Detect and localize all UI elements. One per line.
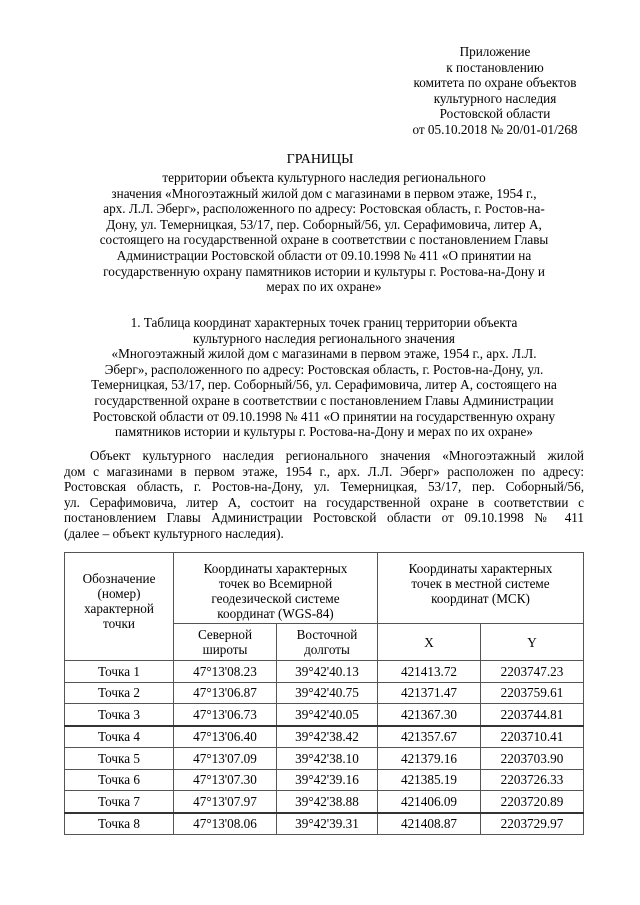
row-east-longitude: 39°42'38.10 (277, 748, 378, 770)
subheader-line: широты (202, 642, 248, 657)
section-line: «Многоэтажный жилой дом с магазинами в первом этаже, 1954 г., арх. Л.Л. (111, 346, 537, 362)
table-row (65, 661, 584, 683)
row-x: 421357.67 (378, 726, 481, 748)
document-title: ГРАНИЦЫ (286, 152, 354, 167)
subtitle-line: значения «Многоэтажный жилой дом с магазинами в первом этаже, 1954 г., (111, 185, 537, 201)
row-x: 421379.16 (378, 748, 481, 770)
paragraph-line: Ростовская область, г. Ростов-на-Дону, ул. Темерницкая, 53/17, пер. Соборный/56, (64, 479, 584, 495)
table-body (65, 661, 584, 835)
row-point-name: Точка 8 (65, 813, 174, 835)
subtitle-line: состоящего на государственной охране в соответствии с постановлением Главы (99, 232, 549, 248)
subtitle-line: арх. Л.Л. Эберг», расположенного по адресу: Ростовская область, г. Ростов-на- (103, 201, 545, 217)
row-east-longitude: 39°42'39.31 (277, 813, 378, 835)
table-row (65, 748, 584, 770)
paragraph-line: Объект культурного наследия регионального значения «Многоэтажный жилой (90, 448, 584, 463)
row-point-name: Точка 5 (65, 748, 174, 770)
description-paragraph (64, 448, 584, 542)
row-x: 421408.87 (378, 813, 481, 835)
header-line: точек во Всемирной (218, 576, 333, 591)
row-east-longitude: 39°42'39.16 (277, 769, 378, 791)
row-y: 2203744.81 (481, 704, 584, 726)
document-subtitle (74, 170, 574, 295)
header-line: Обозначение (82, 571, 156, 586)
header-line: точки (103, 616, 135, 631)
section-line: культурного наследия регионального значения (193, 330, 455, 346)
row-north-latitude: 47°13'06.73 (174, 704, 277, 726)
table-row (65, 704, 584, 726)
row-east-longitude: 39°42'38.88 (277, 791, 378, 813)
row-east-longitude: 39°42'40.13 (277, 661, 378, 683)
row-point-name: Точка 4 (65, 726, 174, 748)
subheader-east (277, 624, 378, 661)
section-line: государственной охране в соответствии с постановлением Главы Администрации (94, 392, 554, 408)
row-north-latitude: 47°13'08.23 (174, 661, 277, 683)
row-east-longitude: 39°42'40.75 (277, 682, 378, 704)
header-line: характерной (84, 601, 154, 616)
subheader-line: долготы (304, 642, 350, 657)
subheader-line: Восточной (296, 627, 358, 642)
subtitle-line: Дону, ул. Темерницкая, 53/17, пер. Соборный/56, ул. Серафимовича, литер А, (106, 216, 542, 232)
row-y: 2203726.33 (481, 769, 584, 791)
subtitle-line: Администрации Ростовской области от 09.10.1998 № 411 «О принятии на (116, 247, 532, 263)
coordinates-table (64, 552, 584, 835)
subtitle-line: мерах по их охране» (266, 279, 382, 295)
header-line: точек в местной системе (411, 576, 550, 591)
row-x: 421406.09 (378, 791, 481, 813)
row-north-latitude: 47°13'08.06 (174, 813, 277, 835)
table-header-row (65, 553, 584, 624)
appendix-line: комитета по охране объектов (413, 75, 577, 90)
paragraph-line: ул. Серафимовича, литер А, состоит на государственной охране в соответствии с (64, 494, 584, 510)
section-line: 1. Таблица координат характерных точек границ территории объекта (130, 315, 518, 330)
row-north-latitude: 47°13'06.87 (174, 682, 277, 704)
appendix-line: Ростовской области (439, 106, 551, 121)
row-y: 2203703.90 (481, 748, 584, 770)
row-north-latitude: 47°13'07.97 (174, 791, 277, 813)
row-y: 2203759.61 (481, 682, 584, 704)
row-point-name: Точка 3 (65, 704, 174, 726)
table-row (65, 769, 584, 791)
section-heading (64, 315, 584, 440)
row-point-name: Точка 6 (65, 769, 174, 791)
header-wgs84 (174, 553, 378, 624)
header-point-name (65, 553, 174, 661)
section-line: Ростовской области от 09.10.1998 № 411 «О принятии на государственную охрану (92, 408, 556, 424)
row-y: 2203729.97 (481, 813, 584, 835)
row-east-longitude: 39°42'40.05 (277, 704, 378, 726)
header-line: Координаты характерных (408, 561, 553, 576)
header-line: координат (МСК) (431, 591, 530, 606)
row-y: 2203747.23 (481, 661, 584, 683)
row-y: 2203710.41 (481, 726, 584, 748)
section-line: Эберг», расположенного по адресу: Ростовская область, г. Ростов-на-Дону, ул. (104, 361, 544, 377)
header-line: (номер) (97, 586, 141, 601)
appendix-line: культурного наследия (433, 90, 557, 106)
appendix-line: от 05.10.2018 № 20/01-01/268 (412, 121, 578, 137)
row-point-name: Точка 7 (65, 791, 174, 813)
table-row (65, 726, 584, 748)
row-north-latitude: 47°13'07.30 (174, 769, 277, 791)
row-x: 421413.72 (378, 661, 481, 683)
subtitle-line: территории объекта культурного наследия регионального (162, 170, 486, 185)
appendix-block (400, 44, 590, 137)
subheader-x: X (378, 624, 481, 661)
row-north-latitude: 47°13'07.09 (174, 748, 277, 770)
row-x: 421385.19 (378, 769, 481, 791)
header-line: Координаты характерных (203, 561, 348, 576)
section-line: памятников истории и культуры г. Ростова-на-Дону и мерах по их охране» (115, 424, 533, 440)
appendix-line: Приложение (459, 44, 531, 59)
row-point-name: Точка 2 (65, 682, 174, 704)
row-point-name: Точка 1 (65, 661, 174, 683)
paragraph-line: (далее – объект культурного наследия). (64, 525, 284, 541)
subheader-line: Северной (197, 627, 253, 642)
table-row (65, 682, 584, 704)
row-y: 2203720.89 (481, 791, 584, 813)
table-row (65, 813, 584, 835)
paragraph-line: постановлением Главы Администрации Ростовской области от 09.10.1998 № 411 (64, 510, 584, 526)
section-line: Темерницкая, 53/17, пер. Соборный/56, ул. Серафимовича, литер А, состоящего на (91, 377, 557, 393)
appendix-line: к постановлению (446, 59, 544, 75)
row-east-longitude: 39°42'38.42 (277, 726, 378, 748)
row-x: 421371.47 (378, 682, 481, 704)
subheader-y: Y (481, 624, 584, 661)
header-line: координат (WGS-84) (217, 606, 334, 621)
row-x: 421367.30 (378, 704, 481, 726)
subheader-north (174, 624, 277, 661)
subtitle-line: государственную охрану памятников истории и культуры г. Ростова-на-Дону и (103, 263, 545, 279)
table-row (65, 791, 584, 813)
paragraph-line: дом с магазинами в первом этаже, 1954 г., арх. Л.Л. Эберг» расположен по адресу: (64, 463, 584, 479)
header-line: геодезической системе (211, 591, 340, 606)
row-north-latitude: 47°13'06.40 (174, 726, 277, 748)
header-msk (378, 553, 584, 624)
